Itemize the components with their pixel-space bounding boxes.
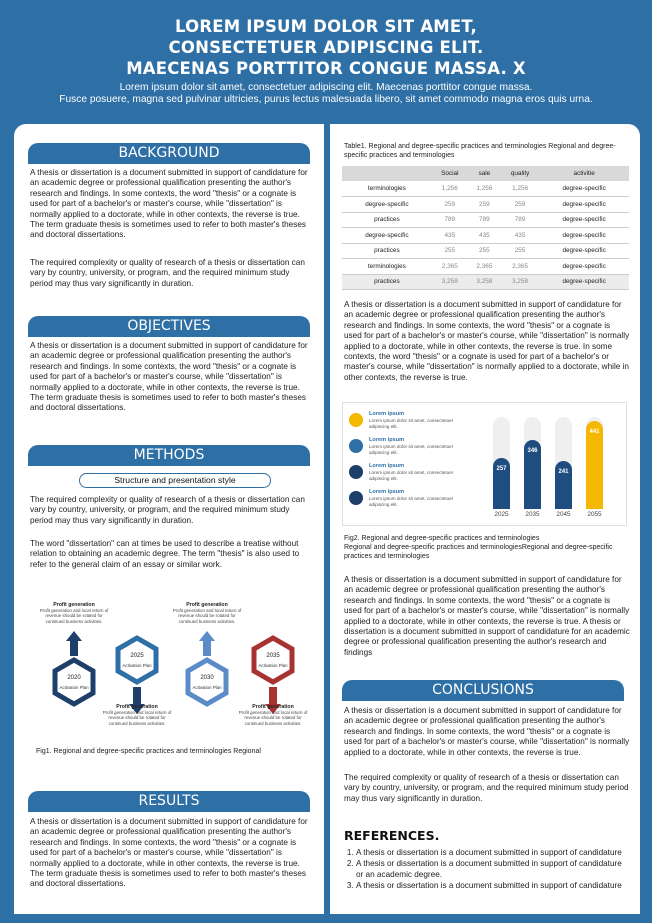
table-cell: degree-specific: [539, 274, 629, 290]
process-desc-text: Profit generation and local return of revenue should be rotated for continued business activities.: [172, 608, 242, 624]
process-desc: [39, 603, 109, 624]
legend-title: Lorem ipsum: [369, 411, 405, 417]
subtitle-line: Lorem ipsum dolor sit amet, consectetuer adipiscing elit. Maecenas porttitor congue massa.: [119, 82, 533, 93]
process-desc-text: Profit generation and local return of revenue should be rotated for continued business activities.: [102, 710, 172, 726]
table-cell: 259: [468, 197, 501, 213]
process-desc: [238, 705, 308, 726]
title-line: CONSECTETUER ADIPISCING ELIT.: [168, 38, 484, 57]
table-cell: 435: [468, 228, 501, 244]
legend-desc: Lorem ipsum dolor sit amet, consectetuer adipiscing elit.: [369, 470, 454, 481]
poster-header: [0, 0, 652, 124]
process-step-year: 2030: [200, 675, 214, 681]
table-cell: terminologies: [342, 181, 432, 197]
table-cell: 255: [432, 243, 468, 259]
data-table: [342, 166, 629, 290]
legend-title: Lorem ipsum: [369, 437, 405, 443]
table-cell: 789: [501, 212, 539, 228]
table-cell: 1,256: [501, 181, 539, 197]
fig2-caption: [344, 534, 630, 561]
methods-subheading: Structure and presentation style: [79, 473, 271, 488]
references-list: [344, 847, 624, 891]
table-header: Social: [432, 166, 468, 181]
table-row: [342, 259, 629, 275]
objectives-heading: OBJECTIVES: [28, 316, 310, 337]
table-cell: 2,365: [501, 259, 539, 275]
table-cell: 3,258: [432, 274, 468, 290]
fig2-caption-line: Fig2. Regional and degree-specific practices and terminologies: [344, 535, 540, 542]
table-row: [342, 181, 629, 197]
table-cell: 2,365: [432, 259, 468, 275]
table-caption: Table1. Regional and degree-specific practices and terminologies Regional and degree-specific practices and terminologies: [344, 143, 616, 159]
x-tick-label: 2055: [587, 511, 602, 518]
table-cell: 259: [432, 197, 468, 213]
process-hex: [118, 638, 156, 682]
process-desc-title: Profit generation: [252, 704, 294, 710]
background-paragraph: A thesis or dissertation is a document submitted in support of candidature for an academic degree or professional qualification presenting the author's research and findings. In some contexts, the word "thesis" or a cognate is used for part of a bachelor's or master's course, while "dissertation" is normally applied to a doctorate, while in other contexts, the reverse is true. The term graduate thesis is sometimes used to refer to both master's theses and doctoral dissertations.: [30, 168, 308, 240]
table-header: quality: [501, 166, 539, 181]
process-desc-title: Profit generation: [116, 704, 158, 710]
reference-item: 3. A thesis or dissertation is a document submitted in support of candidature: [356, 880, 624, 891]
bar-chart: [342, 402, 627, 526]
legend-desc: Lorem ipsum dolor sit amet, consectetuer adipiscing elit.: [369, 496, 454, 507]
poster-title: [0, 0, 652, 79]
arrow-up-icon: [66, 631, 82, 656]
x-tick-label: 2025: [494, 511, 509, 518]
table-cell: 3,258: [501, 274, 539, 290]
table-cell: terminologies: [342, 259, 432, 275]
legend-title: Lorem ipsum: [369, 489, 405, 495]
conclusions-paragraph: A thesis or dissertation is a document submitted in support of candidature for an academic degree or professional qualification presenting the author's research and findings. In some contexts, the word "thesis" or a cognate is used for part of a bachelor's or master's course, while "dissertation" is normally applied to a doctorate, while in other contexts, the reverse is true.: [344, 706, 630, 757]
legend-desc: Lorem ipsum dolor sit amet, consectetuer adipiscing elit.: [369, 418, 454, 429]
table-row: [342, 212, 629, 228]
process-desc: [102, 705, 172, 726]
process-diagram: [14, 598, 324, 748]
process-step-label: Activation Plan: [192, 685, 222, 690]
x-tick-label: 2045: [556, 511, 571, 518]
x-tick-label: 2035: [525, 511, 540, 518]
process-desc-text: Profit generation and local return of revenue should be rotated for continued business activities.: [39, 608, 109, 624]
objectives-paragraph: A thesis or dissertation is a document submitted in support of candidature for an academic degree or professional qualification presenting the author's research and findings. In some contexts, the word "thesis" or a cognate is used for part of a bachelor's or master's course, while "dissertation" is normally applied to a doctorate, while in other contexts, the reverse is true. The term graduate thesis is sometimes used to refer to both master's theses and doctoral dissertations.: [30, 341, 308, 413]
results-heading: RESULTS: [28, 791, 310, 812]
table-header-row: [342, 166, 629, 181]
fig1-caption: Fig1. Regional and degree-specific practices and terminologies Regional: [36, 748, 261, 755]
process-desc-title: Profit generation: [186, 602, 228, 608]
conclusions-paragraph-2: The required complexity or quality of research of a thesis or dissertation can vary by country, university, or program, and the required minimum study period may thus vary significantly in duration.: [344, 773, 629, 803]
legend-item: [349, 437, 469, 461]
conclusions-heading: CONCLUSIONS: [342, 680, 624, 701]
table-cell: degree-specific: [539, 243, 629, 259]
arrow-up-icon: [199, 631, 215, 656]
legend-title: Lorem ipsum: [369, 463, 405, 469]
table-cell: 2,365: [468, 259, 501, 275]
process-step-year: 2025: [130, 653, 144, 659]
fig2-caption-line: Regional and degree-specific practices and terminologiesRegional and degree-specific practices and terminologies: [344, 544, 613, 560]
table-row: [342, 243, 629, 259]
results-paragraph: A thesis or dissertation is a document submitted in support of candidature for an academic degree or professional qualification presenting the author's research and findings. In some contexts, the word "thesis" or a cognate is used for part of a bachelor's or master's course, while "dissertation" is normally applied to a doctorate, while in other contexts, the reverse is true. The term graduate thesis is sometimes used to refer to both master's theses and doctoral dissertations.: [30, 817, 308, 889]
background-heading: BACKGROUND: [28, 143, 310, 164]
legend-dot-icon: [349, 465, 363, 479]
reference-item: 1. A thesis or dissertation is a document submitted in support of candidature: [356, 847, 624, 858]
bar-value-label: 441: [589, 428, 600, 435]
process-hex: [254, 638, 292, 682]
process-step-label: Activation Plan: [59, 685, 89, 690]
process-desc-text: Profit generation and local return of revenue should be rotated for continued business activities.: [238, 710, 308, 726]
table-header: activitie: [539, 166, 629, 181]
table-cell: 435: [501, 228, 539, 244]
legend-desc: Lorem ipsum dolor sit amet, consectetuer adipiscing elit.: [369, 444, 454, 455]
table-cell: 1,256: [468, 181, 501, 197]
right-paragraph-2: A thesis or dissertation is a document submitted in support of candidature for an academic degree or professional qualification presenting the author's research and findings. In some contexts, the word "thesis" or a cognate is used for part of a bachelor's or master's course, while "dissertation" is normally applied to a doctorate, while in other contexts, the reverse is true. A thesis or dissertation is a document submitted in support of candidature for an academic degree or professional qualification presenting the author's research and findings: [344, 575, 630, 657]
process-step-year: 2035: [266, 653, 280, 659]
table-cell: 255: [468, 243, 501, 259]
legend-dot-icon: [349, 491, 363, 505]
bar-value-label: 257: [496, 465, 507, 472]
table-cell: 259: [501, 197, 539, 213]
legend-item: [349, 411, 469, 435]
table-header: [342, 166, 432, 181]
table-cell: degree-specific: [539, 197, 629, 213]
legend-dot-icon: [349, 413, 363, 427]
table-cell: 789: [432, 212, 468, 228]
right-column: [330, 124, 640, 914]
bar-value-label: 346: [527, 447, 538, 454]
subtitle-line: Fusce posuere, magna sed pulvinar ultricies, purus lectus malesuada libero, sit amet commodo magna eros quis urna.: [59, 94, 593, 105]
legend-item: [349, 489, 469, 513]
reference-item: 2. A thesis or dissertation is a document submitted in support of candidature or an academic degree.: [356, 858, 624, 880]
methods-paragraph: The required complexity or quality of research of a thesis or dissertation can vary by country, university, or program, and the required minimum study period may thus vary significantly in duration.: [30, 495, 305, 525]
title-line: LOREM IPSUM DOLOR SIT AMET,: [175, 17, 477, 36]
process-step-label: Activation Plan: [258, 663, 288, 668]
table-cell: 789: [468, 212, 501, 228]
table-cell: practices: [342, 243, 432, 259]
poster-subtitle: [0, 82, 652, 106]
table-cell: degree-specific: [539, 212, 629, 228]
table-header: sale: [468, 166, 501, 181]
methods-heading: METHODS: [28, 445, 310, 466]
table-cell: degree-specific: [539, 181, 629, 197]
legend-dot-icon: [349, 439, 363, 453]
table-cell: degree-specific: [342, 197, 432, 213]
bar-value-label: 241: [558, 468, 569, 475]
table-row: [342, 197, 629, 213]
process-hex: [188, 660, 226, 704]
table-cell: degree-specific: [342, 228, 432, 244]
table-row: [342, 274, 629, 290]
methods-paragraph-2: The word "dissertation" can at times be used to describe a treatise without relation to obtaining an academic degree. The term "thesis" is also used to refer to the general claim of an essay or similar work.: [30, 539, 300, 569]
table-cell: degree-specific: [539, 259, 629, 275]
process-desc: [172, 603, 242, 624]
left-column: [14, 124, 324, 914]
process-hex: [55, 660, 93, 704]
table-cell: practices: [342, 274, 432, 290]
right-paragraph: A thesis or dissertation is a document submitted in support of candidature for an academic degree or professional qualification presenting the author's research and findings. In some contexts, the word "thesis" or a cognate is used for part of a bachelor's or master's course, while "dissertation" is normally applied to a doctorate, while in other contexts, the reverse is true. In some contexts, the word "thesis" or a cognate is used for part of a bachelor's or master's course, while "dissertation" is normally applied to a doctorate, while in other contexts, the reverse is true.: [344, 300, 630, 382]
table-cell: degree-specific: [539, 228, 629, 244]
table-row: [342, 228, 629, 244]
table-cell: 255: [501, 243, 539, 259]
title-line: MAECENAS PORTTITOR CONGUE MASSA. X: [126, 59, 526, 78]
table-cell: 1,256: [432, 181, 468, 197]
process-step-year: 2020: [67, 675, 81, 681]
table-cell: 3,258: [468, 274, 501, 290]
legend-item: [349, 463, 469, 487]
table-cell: practices: [342, 212, 432, 228]
process-desc-title: Profit generation: [53, 602, 95, 608]
references-heading: REFERENCES.: [344, 828, 440, 843]
background-paragraph-2: The required complexity or quality of research of a thesis or dissertation can vary by country, university, or program, and the required minimum study period may thus vary significantly in duration.: [30, 258, 305, 288]
table-cell: 435: [432, 228, 468, 244]
process-step-label: Activation Plan: [122, 663, 152, 668]
